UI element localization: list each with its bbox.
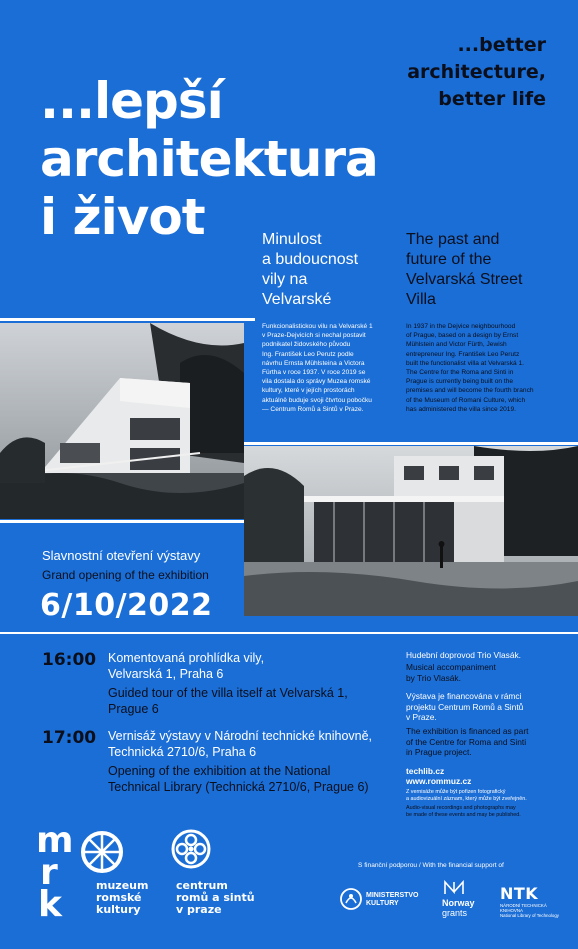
title-cz-line: i život [40, 188, 205, 246]
mrk-logo-line: kultury [96, 903, 141, 916]
event-time: 17:00 [42, 728, 97, 748]
body-line: podnikatel židovského původu [262, 341, 351, 349]
body-line: vila dostala do správy Muzea romské [262, 378, 371, 386]
subtitle-en-line: Velvarská Street [406, 271, 523, 288]
norway-line: Norway [442, 898, 475, 908]
link-rommuz[interactable]: www.rommuz.cz [406, 776, 472, 787]
event-text-cz: Velvarská 1, Praha 6 [108, 667, 224, 681]
event-text-en: Opening of the exhibition at the National [108, 764, 331, 778]
event-text-cz: Komentovaná prohlídka vily, [108, 651, 265, 665]
ntk-logo [500, 884, 572, 924]
notice-cz: Z vernisáže může být pořizen fotografický [406, 789, 506, 796]
title-cz-line: ...lepší [40, 72, 223, 130]
divider-stripe [242, 442, 578, 445]
mrk-letter: m [36, 820, 74, 861]
body-line: Funkcionalistickou vilu na Velvarské 1 [262, 323, 373, 330]
subtitle-cz-line: vily na [262, 271, 308, 288]
finance-cz: Výstava je financována v rámci [406, 691, 522, 702]
opening-label-cz: Slavnostní otevření výstavy [42, 548, 201, 563]
mrk-logo-line: muzeum [96, 879, 149, 892]
subtitle-en-line: The past and [406, 231, 500, 248]
body-line: of the Museum of Romani Culture, which [406, 396, 526, 404]
body-line: aktuálně buduje svoji čtvrtou pobočku [262, 396, 372, 404]
event-time: 16:00 [42, 650, 97, 670]
finance-cz: v Praze. [406, 712, 437, 723]
norway-grants-logo [442, 878, 492, 924]
flower-icon [170, 828, 212, 870]
body-line: kultury, které v jejích prostorách [262, 387, 355, 395]
ministry-line: KULTURY [366, 900, 399, 907]
title-cz [40, 72, 378, 246]
music-en: by Trio Vlasák. [406, 672, 461, 683]
centrum-logo-text [176, 880, 255, 916]
centrum-logo-line: centrum [176, 879, 228, 892]
subtitle-cz-line: a budoucnost [262, 251, 359, 268]
mrk-letter: k [38, 884, 62, 925]
ministry-text [366, 892, 419, 908]
centrum-logo-line: romů a sintů [176, 891, 255, 904]
subtitle-en [406, 230, 556, 310]
mrk-letter: r [40, 852, 58, 893]
event-details [108, 650, 398, 717]
support-label: S finanční podporou / With the financial support of [358, 862, 504, 869]
notice-en: be made of these events and may be published. [406, 812, 521, 819]
divider-stripe [0, 318, 255, 321]
body-line: Ing. František Leo Perutz podle [262, 350, 354, 358]
music-cz: Hudební doprovod Trio Vlasák. [406, 650, 521, 660]
body-line: entrepreneur Ing. František Leo Perutz [406, 350, 520, 358]
villa-photo-1-graphic [0, 323, 244, 519]
wheel-icon [80, 830, 124, 874]
ntk-sub-line: KNIHOVNA [500, 908, 523, 913]
divider-stripe [0, 632, 578, 634]
body-line: — Centrum Romů a Sintů v Praze. [262, 405, 364, 413]
subtitle-cz-line: Minulost [262, 231, 322, 248]
body-line: built the functionalist villa at Velvarská 1. [406, 359, 525, 367]
title-en-line: ...better [457, 34, 546, 56]
subtitle-cz-line: Velvarské [262, 291, 332, 308]
body-line: Prague is currently being built on the [406, 378, 514, 386]
title-en-line: architecture, [407, 61, 546, 83]
norway-grants-icon [444, 880, 464, 896]
finance-en: in Prague project. [406, 747, 472, 758]
info-column [406, 650, 566, 819]
mrk-logo-text [96, 880, 148, 916]
villa-photo-2 [244, 446, 578, 616]
opening-label-en: Grand opening of the exhibition [42, 568, 209, 582]
body-text-cz [262, 322, 402, 414]
body-line: návrhu Ernsta Mühlsteina a Victora [262, 359, 365, 367]
event-text-en: Guided tour of the villa itself at Velvarská 1, [108, 686, 348, 700]
title-cz-line: architektura [40, 130, 378, 188]
divider-stripe [0, 520, 245, 523]
ntk-sub-line: NÁRODNÍ TECHNICKÁ [500, 903, 547, 908]
body-line: Fürtha v roce 1937. V roce 2019 se [262, 369, 366, 377]
body-text-en [406, 322, 561, 414]
event-text-cz: Technická 2710/6, Praha 6 [108, 745, 257, 759]
event-text-en: Technical Library (Technická 2710/6, Prague 6) [108, 780, 369, 794]
subtitle-cz [262, 230, 402, 310]
body-line: In 1937 in the Dejvice neighbourhood [406, 323, 516, 330]
body-line: The Centre for the Roma and Sinti in [406, 369, 514, 377]
body-line: v Praze-Dejvicích si nechal postavit [262, 332, 366, 340]
title-en [407, 32, 546, 113]
ministry-line: MINISTERSTVO [366, 892, 419, 899]
event-details [108, 728, 403, 795]
norway-line: grants [442, 908, 468, 918]
event-text-cz: Vernisáž výstavy v Národní technické knihovně, [108, 729, 373, 743]
ministry-emblem-icon [340, 888, 362, 910]
body-line: Mühlstein and Victor Fürth, Jewish [406, 341, 507, 349]
norway-text [442, 898, 475, 918]
centrum-logo-line: v praze [176, 903, 222, 916]
finance-en: The exhibition is financed as part [406, 726, 529, 737]
ntk-text: NTK [500, 884, 539, 903]
music-en: Musical accompaniment [406, 662, 496, 673]
mrk-logo-line: romské [96, 891, 142, 904]
title-en-line: better life [438, 88, 546, 110]
notice-cz: a audiovizuální záznam, který může být zveřejněn. [406, 796, 527, 803]
notice-en: Audio-visual recordings and photographs may [406, 805, 516, 812]
ntk-sub-line: National Library of Technology [500, 913, 559, 918]
ntk-subtext [500, 903, 572, 918]
body-line: has administered the villa since 2019. [406, 405, 516, 413]
centrum-logo [170, 826, 280, 926]
event-text-en: Prague 6 [108, 702, 159, 716]
finance-en: of the Centre for Roma and Sinti [406, 736, 527, 747]
villa-photo-1 [0, 323, 244, 519]
opening-date: 6/10/2022 [40, 588, 213, 623]
finance-cz: projektu Centrum Romů a Sintů [406, 701, 524, 712]
subtitle-en-line: Villa [406, 291, 436, 308]
body-line: premises and will become the fourth branch [406, 387, 534, 395]
mrk-logo [36, 820, 166, 926]
subtitle-en-line: future of the [406, 251, 492, 268]
ministerstvo-logo [340, 886, 420, 916]
link-techlib[interactable]: techlib.cz [406, 765, 445, 776]
villa-photo-2-graphic [244, 446, 578, 616]
body-line: of Prague, based on a design by Ernst [406, 332, 519, 340]
